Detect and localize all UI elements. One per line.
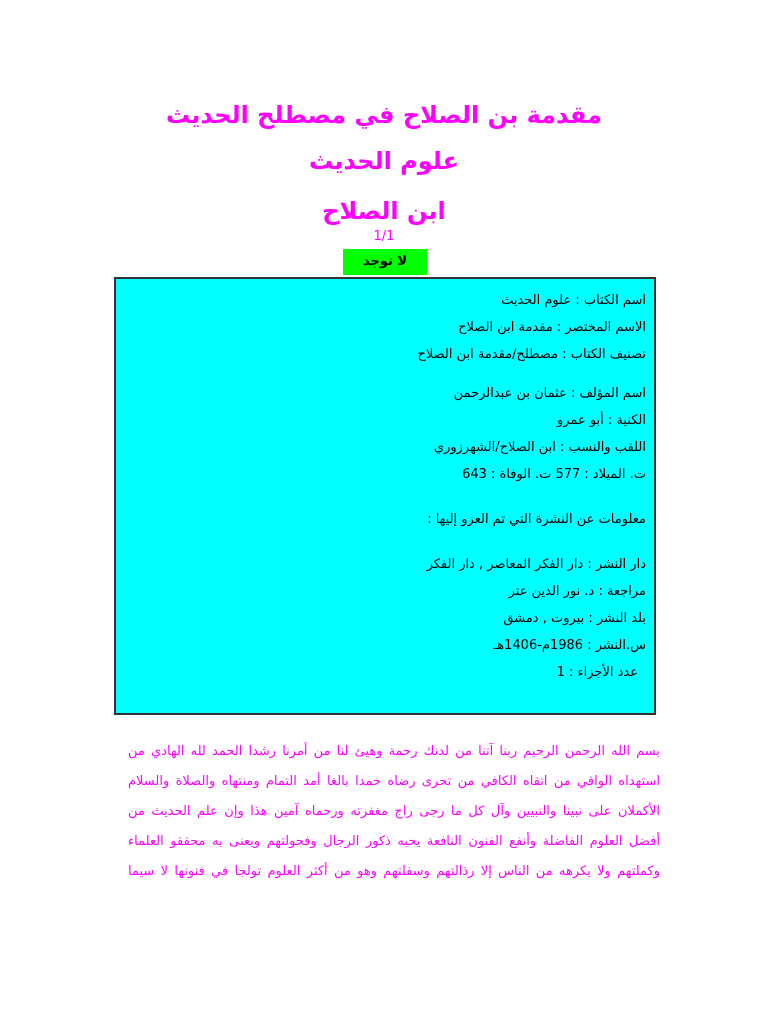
intro-line: استهداه الواقي من اتقاه الكافي من تحرى رضاه حمدا بالغا أمد التمام ومنتهاه والصلاة والسلام: [128, 774, 660, 789]
publish-country: بلد النشر : بيروت , دمشق: [503, 611, 646, 626]
short-name: الاسم المختصر : مقدمة ابن الصلاح: [458, 320, 646, 335]
parts-count: عدد الأجزاء : 1: [556, 665, 638, 680]
classification: تصنيف الكتاب : مصطلح/مقدمة ابن الصلاح: [417, 347, 646, 362]
intro-line: أفضل العلوم الفاضلة وأنفع الفنون النافعة يحبه ذكور الرجال وفحولتهم ويعنى به محققو العلماء: [128, 834, 660, 849]
edition-info-heading: معلومات عن النشرة التي تم العزو إليها :: [427, 512, 646, 527]
book-subtitle: علوم الحديث: [309, 147, 459, 175]
book-info-box: [114, 277, 656, 715]
intro-line: الأكملان على نبينا والنبيين وآل كل ما رجى راج مغفرته ورحماه آمين هذا وإن علم الحديث من: [128, 804, 660, 819]
intro-line: بسم الله الرحمن الرحيم ربنا آتنا من لدنك رحمة وهيئ لنا من أمرنا رشدا الحمد لله الهادي من: [128, 744, 660, 759]
author-title: ابن الصلاح: [322, 197, 446, 225]
book-title: مقدمة بن الصلاح في مصطلح الحديث: [166, 101, 602, 129]
intro-paragraph: [128, 737, 660, 887]
reviewer: مراجعة : د. نور الدين عتر: [508, 584, 646, 599]
book-name: اسم الكتاب : علوم الحديث: [501, 293, 646, 308]
intro-line: وكملتهم ولا يكرهه من الناس إلا رذالتهم وسفلتهم وهو من أكثر العلوم تولجا في فنونها لا سيما: [128, 864, 660, 879]
title-lineage: اللقب والنسب : ابن الصلاح/الشهرزوري: [433, 440, 646, 455]
author-name: اسم المؤلف : عثمان بن عبدالرحمن: [453, 386, 646, 401]
kunya: الكنية : أبو عمرو: [556, 413, 646, 428]
publisher: دار النشر : دار الفكر المعاصر , دار الفكر: [426, 557, 646, 572]
publish-year: س.النشر : 1986م-1406هـ: [493, 638, 646, 653]
page-indicator: 1/1: [373, 229, 395, 244]
birth-death-dates: ت. الميلاد : 577 ت. الوفاة : 643: [462, 467, 646, 482]
status-badge: لا توجد: [343, 249, 427, 275]
